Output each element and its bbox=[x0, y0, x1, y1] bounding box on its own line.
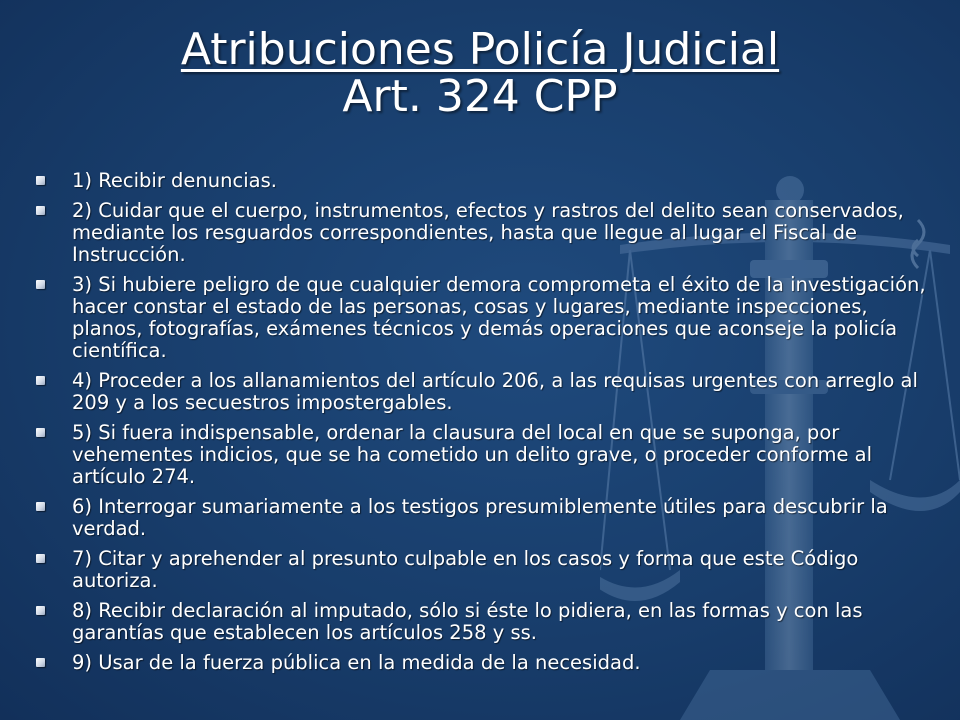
list-item bbox=[36, 370, 936, 414]
list-item bbox=[36, 600, 936, 644]
list-item-text: 4) Proceder a los allanamientos del artículo 206, a las requisas urgentes con arreglo al 209 y a los secuestros impostergables. bbox=[72, 369, 918, 414]
square-bullet-icon bbox=[36, 606, 45, 615]
list-item bbox=[36, 200, 936, 266]
square-bullet-icon bbox=[36, 176, 45, 185]
square-bullet-icon bbox=[36, 554, 45, 563]
title-main: Atribuciones Policía Judicial bbox=[180, 24, 780, 75]
square-bullet-icon bbox=[36, 428, 45, 437]
title-subtitle: Art. 324 CPP bbox=[342, 70, 618, 122]
list-item bbox=[36, 548, 936, 592]
bullet-list bbox=[36, 170, 936, 682]
list-item bbox=[36, 274, 936, 362]
list-item-text: 5) Si fuera indispensable, ordenar la clausura del local en que se suponga, por vehementes indicios, que se ha cometido un delito grave, o proceder conforme al artículo 274. bbox=[72, 421, 873, 488]
slide-title bbox=[0, 24, 960, 122]
list-item-text: 7) Citar y aprehender al presunto culpable en los casos y forma que este Código autoriza. bbox=[72, 547, 859, 592]
list-item-text: 9) Usar de la fuerza pública en la medida de la necesidad. bbox=[72, 651, 641, 674]
square-bullet-icon bbox=[36, 502, 45, 511]
square-bullet-icon bbox=[36, 376, 45, 385]
square-bullet-icon bbox=[36, 658, 45, 667]
list-item bbox=[36, 652, 936, 674]
square-bullet-icon bbox=[36, 206, 45, 215]
list-item-text: 1) Recibir denuncias. bbox=[72, 169, 277, 192]
square-bullet-icon bbox=[36, 280, 45, 289]
list-item-text: 6) Interrogar sumariamente a los testigos presumiblemente útiles para descubrir la verdad. bbox=[72, 495, 888, 540]
list-item bbox=[36, 496, 936, 540]
list-item-text: 8) Recibir declaración al imputado, sólo si éste lo pidiera, en las formas y con las garantías que establecen los artículos 258 y ss. bbox=[72, 599, 863, 644]
list-item-text: 2) Cuidar que el cuerpo, instrumentos, efectos y rastros del delito sean conservados, mediante los resguardos correspondientes, hasta que llegue al lugar el Fiscal de Instrucción. bbox=[72, 199, 904, 266]
list-item-text: 3) Si hubiere peligro de que cualquier demora comprometa el éxito de la investigación, hacer constar el estado de las personas, cosas y lugares, mediante inspecciones, planos, fotografías, exámenes técnicos y demás operaciones que aconseje la policía científica. bbox=[72, 273, 926, 362]
list-item bbox=[36, 170, 936, 192]
list-item bbox=[36, 422, 936, 488]
